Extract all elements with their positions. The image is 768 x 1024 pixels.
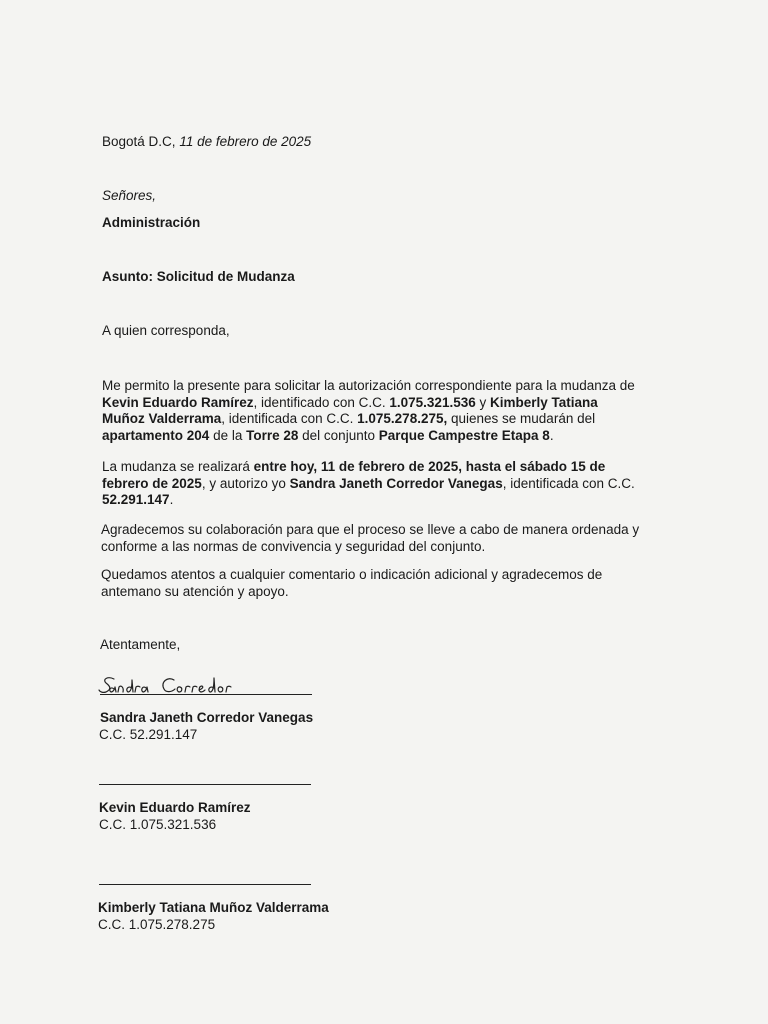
p1-torre: Torre 28 — [246, 427, 299, 443]
paragraph-request — [102, 378, 635, 444]
place: Bogotá D.C, — [102, 134, 176, 149]
p1-line-2 — [102, 395, 635, 412]
p2-line-1 — [102, 459, 635, 476]
p2-t1: La mudanza se realizará — [102, 459, 250, 474]
p2-dates-b: febrero de 2025 — [102, 475, 202, 491]
signer-1-id: C.C. 52.291.147 — [99, 727, 198, 742]
p1-t7: . — [549, 427, 554, 443]
p1-t2: y — [479, 394, 487, 410]
p2-cc: 52.291.147 — [102, 492, 170, 507]
signer-2-name: Kevin Eduardo Ramírez — [99, 800, 251, 815]
paragraph-thanks — [101, 522, 639, 555]
p1-name2a: Kimberly Tatiana — [490, 394, 598, 410]
p1-apt: apartamento 204 — [102, 427, 210, 443]
signer-3-name: Kimberly Tatiana Muñoz Valderrama — [98, 900, 329, 915]
p1-name2b: Muñoz Valderrama — [102, 411, 222, 426]
p1-t1: , identificado con C.C. — [253, 394, 386, 410]
signature-line-2 — [99, 784, 311, 785]
p2-t3: , identificada con C.C. — [502, 475, 635, 491]
p1-line-1: Me permito la presente para solicitar la autorización correspondiente para la mudanza de — [102, 378, 635, 393]
p1-line-3 — [102, 411, 635, 428]
signer-1-name: Sandra Janeth Corredor Vanegas — [100, 710, 314, 725]
signature-line-1 — [100, 694, 312, 695]
p2-t2: , y autorizo yo — [201, 475, 286, 491]
p1-cc1: 1.075.321.536 — [389, 394, 476, 410]
p2-t4: . — [169, 492, 174, 507]
p2-line-2 — [102, 476, 635, 493]
p2-dates-a: entre hoy, 11 de febrero de 2025, hasta el sábado 15 de — [253, 459, 606, 474]
p1-conjunto: Parque Campestre Etapa 8 — [378, 427, 550, 443]
p3-line-2: conforme a las normas de convivencia y seguridad del conjunto. — [101, 538, 486, 554]
p2-line-3 — [102, 492, 635, 509]
p3-line-1: Agradecemos su colaboración para que el proceso se lleve a cabo de manera ordenada y — [101, 522, 640, 537]
signer-3-id: C.C. 1.075.278.275 — [98, 917, 216, 932]
p1-name1: Kevin Eduardo Ramírez — [102, 394, 254, 410]
signer-2-id: C.C. 1.075.321.536 — [99, 817, 217, 832]
paragraph-dates — [102, 459, 635, 509]
p1-t4: quienes se mudarán del — [451, 411, 596, 426]
date: 11 de febrero de 2025 — [179, 134, 312, 149]
p1-cc2: 1.075.278.275, — [357, 411, 448, 426]
recipient: Administración — [102, 215, 201, 230]
p1-t5: de la — [213, 427, 243, 443]
subject: Asunto: Solicitud de Mudanza — [102, 269, 295, 284]
signature-line-3 — [99, 884, 311, 885]
greeting: A quien corresponda, — [102, 323, 230, 338]
p1-t3: , identificada con C.C. — [221, 411, 354, 426]
p1-line-4 — [102, 428, 635, 445]
paragraph-closing-remarks — [101, 567, 602, 600]
closing: Atentamente, — [100, 637, 181, 652]
p4-line-2: antemano su atención y apoyo. — [101, 583, 289, 599]
handwritten-signature — [98, 670, 268, 700]
date-line — [102, 133, 311, 150]
p1-t6: del conjunto — [302, 427, 375, 443]
salutation: Señores, — [102, 188, 157, 203]
p4-line-1: Quedamos atentos a cualquier comentario o indicación adicional y agradecemos de — [101, 567, 603, 582]
p2-authorizer: Sandra Janeth Corredor Vanegas — [289, 475, 503, 491]
